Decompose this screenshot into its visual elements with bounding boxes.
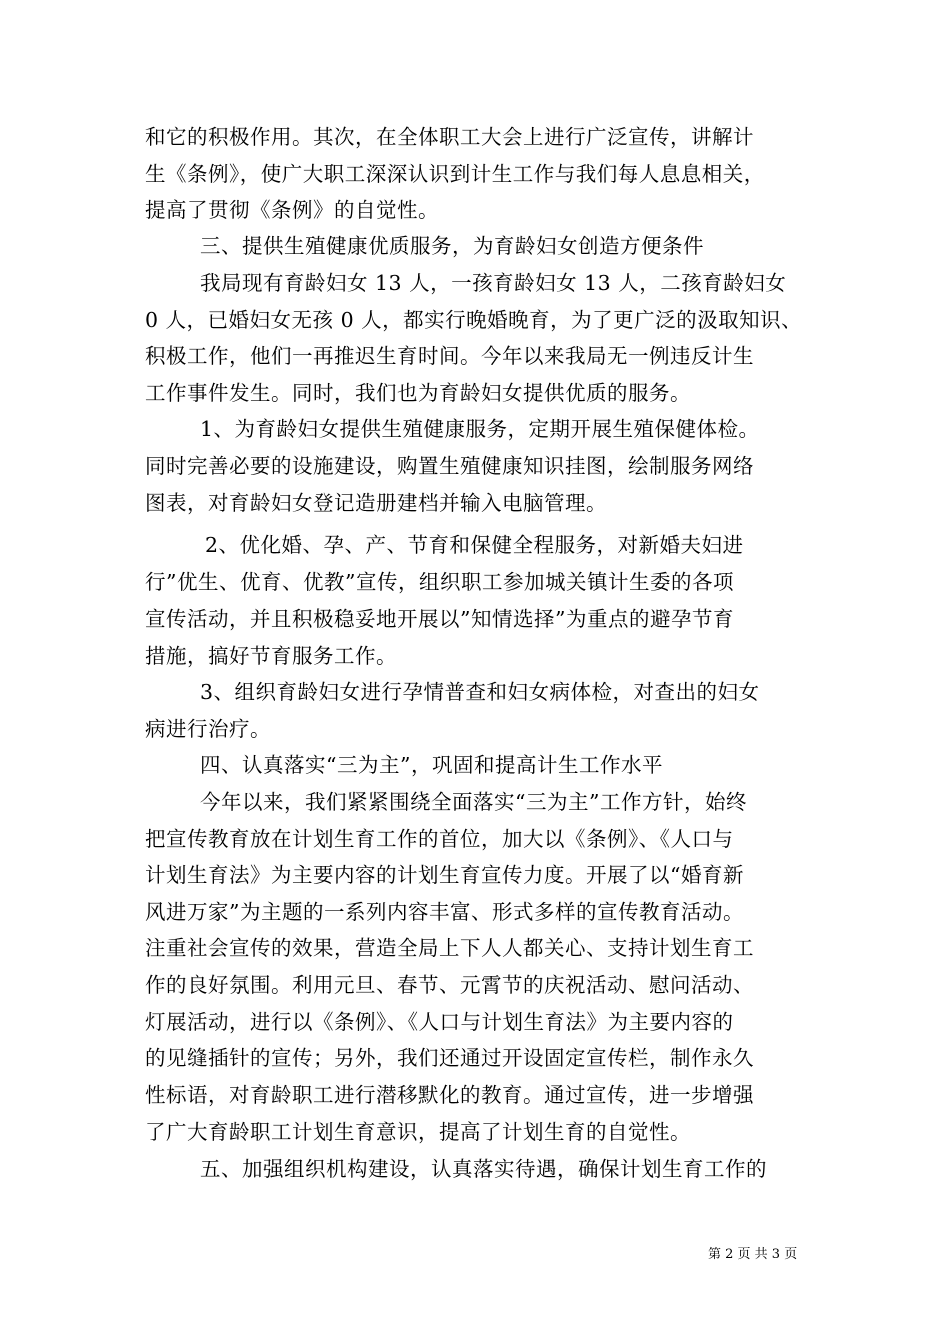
text-line: 行”优生、优育、优教”宣传，组织职工参加城关镇计生委的各项 [145,570,734,594]
text-line: 2、优化婚、孕、产、节育和保健全程服务，对新婚夫妇进 [205,533,744,557]
text-line: 注重社会宣传的效果，营造全局上下人人都关心、支持计划生育工 [145,936,754,960]
text-line: 病进行治疗。 [145,717,271,741]
text-line: 灯展活动，进行以《条例》、《人口与计划生育法》为主要内容的 [145,1010,734,1034]
text-line: 我局现有育龄妇女 13 人，一孩育龄妇女 13 人，二孩育龄妇女 [200,271,787,295]
text-line: 工作事件发生。同时，我们也为育龄妇女提供优质的服务。 [145,381,691,405]
section-heading: 四、认真落实“三为主”，巩固和提高计生工作水平 [200,753,663,777]
section-heading: 五、加强组织机构建设，认真落实待遇，确保计划生育工作的 [200,1157,767,1181]
page-number-footer: 第 2 页 共 3 页 [708,1247,798,1262]
text-line: 提高了贯彻《条例》的自觉性。 [145,198,439,222]
text-line: 宣传活动，并且积极稳妥地开展以”知情选择”为重点的避孕节育 [145,607,734,631]
text-line: 了广大育龄职工计划生育意识，提高了计划生育的自觉性。 [145,1120,691,1144]
text-line: 和它的积极作用。其次，在全体职工大会上进行广泛宣传，讲解计 [145,125,754,149]
text-line: 的见缝插针的宣传；另外，我们还通过开设固定宣传栏，制作永久 [145,1046,754,1070]
text-line: 风进万家”为主题的一系列内容丰富、形式多样的宣传教育活动。 [145,900,744,924]
text-line: 计划生育法》为主要内容的计划生育宣传力度。开展了以“婚育新 [145,863,744,887]
text-line: 同时完善必要的设施建设，购置生殖健康知识挂图，绘制服务网络 [145,454,754,478]
text-line: 0 人，已婚妇女无孩 0 人，都实行晚婚晚育，为了更广泛的汲取知识、 [145,308,803,332]
text-line: 生《条例》，使广大职工深深认识到计生工作与我们每人息息相关， [145,162,765,186]
text-line: 把宣传教育放在计划生育工作的首位，加大以《条例》、《人口与 [145,827,734,851]
text-line: 1、为育龄妇女提供生殖健康服务，定期开展生殖保健体检。 [200,417,760,441]
text-line: 积极工作，他们一再推迟生育时间。今年以来我局无一例违反计生 [145,344,754,368]
text-line: 今年以来，我们紧紧围绕全面落实“三为主”工作方针，始终 [200,790,747,814]
text-line: 措施，搞好节育服务工作。 [145,644,397,668]
text-line: 作的良好氛围。利用元旦、春节、元霄节的庆祝活动、慰问活动、 [145,973,754,997]
section-heading: 三、提供生殖健康优质服务，为育龄妇女创造方便条件 [200,234,704,258]
text-line: 性标语，对育龄职工进行潜移默化的教育。通过宣传，进一步增强 [145,1083,754,1107]
text-line: 3、组织育龄妇女进行孕情普查和妇女病体检，对查出的妇女 [200,680,760,704]
text-line: 图表，对育龄妇女登记造册建档并输入电脑管理。 [145,491,607,515]
